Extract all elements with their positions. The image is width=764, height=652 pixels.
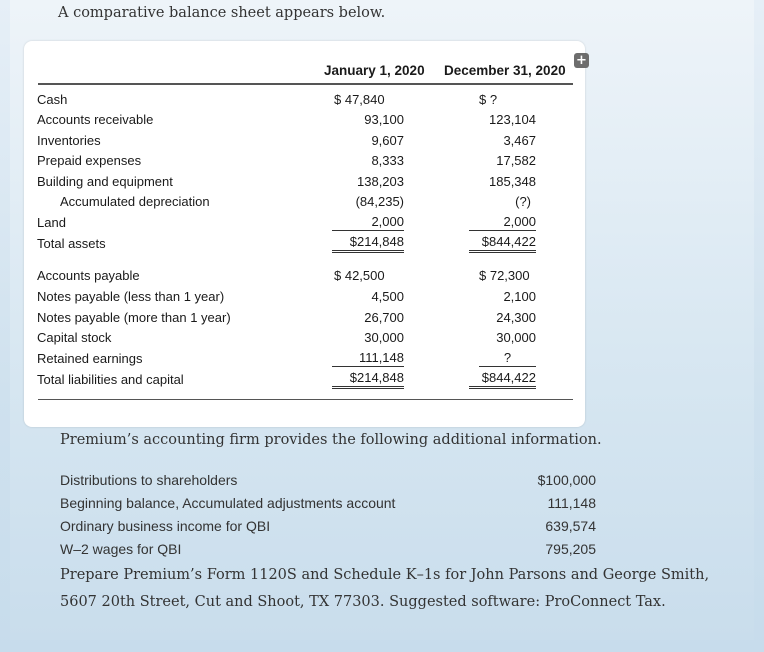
row-label: Notes payable (less than 1 year) bbox=[37, 289, 225, 304]
row-label: Accounts receivable bbox=[37, 112, 154, 127]
value-jan: (84,235) bbox=[355, 194, 404, 209]
row-label: Retained earnings bbox=[37, 351, 143, 366]
table-row bbox=[24, 308, 585, 328]
info-label: Ordinary business income for QBI bbox=[60, 518, 271, 534]
value-dec: 3,467 bbox=[503, 133, 536, 148]
info-label: Distributions to shareholders bbox=[60, 472, 238, 488]
row-label: Inventories bbox=[37, 133, 101, 148]
value-dec: 123,104 bbox=[489, 112, 536, 127]
value-dec: 24,300 bbox=[496, 310, 536, 325]
top-rule bbox=[38, 83, 573, 85]
value-jan: 30,000 bbox=[364, 330, 404, 345]
row-label: Building and equipment bbox=[37, 174, 173, 189]
row-label: Prepaid expenses bbox=[37, 153, 142, 168]
info-heading: Premium’s accounting firm provides the following additional information. bbox=[60, 432, 602, 448]
value-jan: $214,848 bbox=[332, 370, 404, 389]
expand-plus-icon[interactable]: + bbox=[574, 53, 589, 68]
bottom-rule bbox=[38, 399, 573, 400]
value-jan: 26,700 bbox=[364, 310, 404, 325]
value-jan: 2,000 bbox=[332, 213, 404, 231]
value-jan: $ 47,840 bbox=[334, 92, 385, 107]
value-jan: 8,333 bbox=[371, 153, 404, 168]
table-row bbox=[24, 328, 585, 348]
row-label: Capital stock bbox=[37, 330, 112, 345]
info-row bbox=[60, 538, 600, 560]
value-dec: 17,582 bbox=[496, 153, 536, 168]
row-label: Cash bbox=[37, 92, 68, 107]
info-row bbox=[60, 515, 600, 537]
value-jan: 9,607 bbox=[371, 133, 404, 148]
value-jan: 138,203 bbox=[357, 174, 404, 189]
value-dec: $ 72,300 bbox=[479, 268, 530, 283]
info-value: 639,574 bbox=[545, 518, 596, 534]
value-dec: (?) bbox=[515, 194, 531, 209]
table-row bbox=[24, 90, 585, 110]
table-row bbox=[24, 370, 585, 390]
table-row bbox=[24, 151, 585, 171]
prepare-instructions: Prepare Premium’s Form 1120S and Schedule K–1s for John Parsons and George Smith, 5607 20th Street, Cut and Shoot, TX 77303. Suggested software: ProConnect Tax. bbox=[60, 567, 710, 610]
row-label: Land bbox=[37, 215, 66, 230]
table-row bbox=[24, 349, 585, 369]
row-label: Notes payable (more than 1 year) bbox=[37, 310, 231, 325]
column-header-jan: January 1, 2020 bbox=[324, 63, 425, 78]
column-header-dec: December 31, 2020 bbox=[444, 63, 566, 78]
value-jan: $ 42,500 bbox=[334, 268, 385, 283]
info-row bbox=[60, 492, 600, 514]
value-dec: $844,422 bbox=[469, 370, 536, 389]
value-dec: 30,000 bbox=[496, 330, 536, 345]
table-row bbox=[24, 234, 585, 254]
value-dec: 2,000 bbox=[469, 213, 536, 231]
table-row bbox=[24, 213, 585, 233]
table-row bbox=[24, 192, 585, 212]
table-row bbox=[24, 287, 585, 307]
table-row bbox=[24, 172, 585, 192]
row-label: Total assets bbox=[37, 236, 106, 251]
value-dec: 2,100 bbox=[503, 289, 536, 304]
table-row bbox=[24, 131, 585, 151]
value-dec: ? bbox=[479, 349, 536, 367]
row-label: Total liabilities and capital bbox=[37, 372, 184, 387]
value-dec: $ ? bbox=[479, 92, 498, 107]
row-label: Accumulated depreciation bbox=[60, 194, 210, 209]
balance-sheet-card bbox=[24, 41, 585, 427]
row-label: Accounts payable bbox=[37, 268, 140, 283]
info-value: 795,205 bbox=[545, 541, 596, 557]
info-value: $100,000 bbox=[537, 472, 596, 488]
info-row bbox=[60, 469, 600, 491]
value-jan: 111,148 bbox=[332, 349, 404, 367]
info-label: W–2 wages for QBI bbox=[60, 541, 182, 557]
info-label: Beginning balance, Accumulated adjustments account bbox=[60, 495, 396, 511]
table-row bbox=[24, 266, 585, 286]
value-dec: 185,348 bbox=[489, 174, 536, 189]
value-dec: $844,422 bbox=[469, 234, 536, 253]
value-jan: $214,848 bbox=[332, 234, 404, 253]
intro-text: A comparative balance sheet appears below. bbox=[58, 5, 386, 21]
table-row bbox=[24, 110, 585, 130]
info-value: 111,148 bbox=[547, 495, 596, 511]
value-jan: 93,100 bbox=[364, 112, 404, 127]
value-jan: 4,500 bbox=[371, 289, 404, 304]
